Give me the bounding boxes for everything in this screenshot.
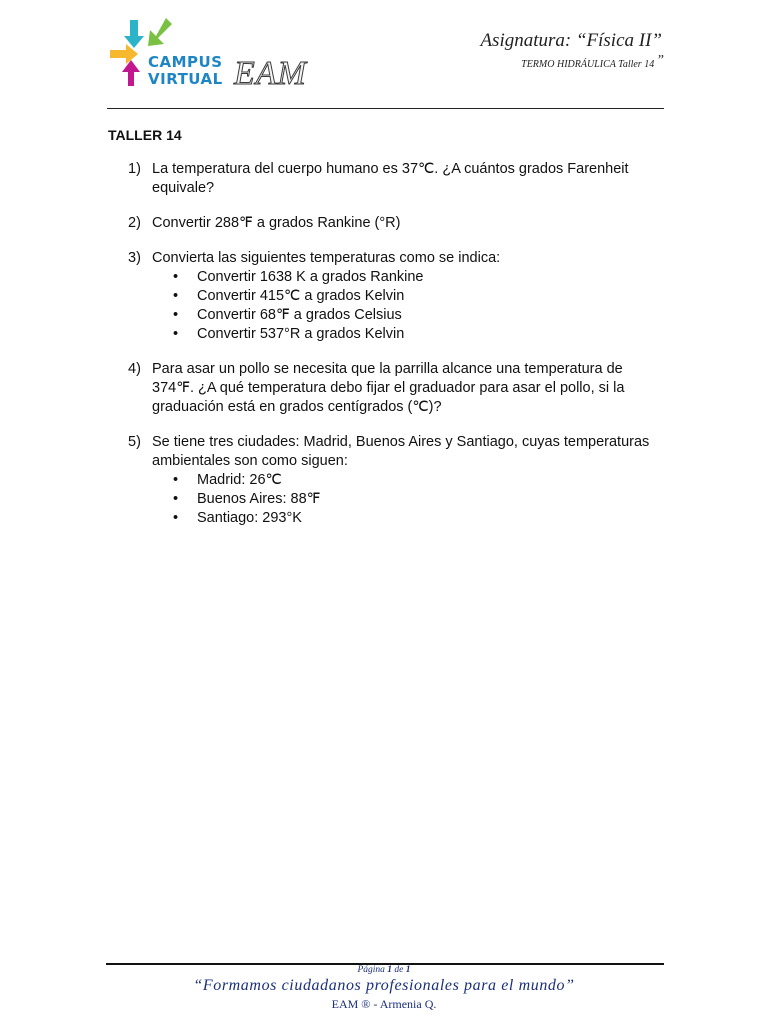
page-total: 1 [405, 965, 411, 975]
bullet-text: Madrid: 26℃ [197, 472, 282, 488]
question-item [108, 160, 668, 198]
bullet-dot-icon: • [173, 326, 179, 342]
question-text: Convierta las siguientes temperaturas como se indica: [152, 250, 501, 266]
course-subtitle [521, 53, 664, 72]
logo-eam-text: EAM [234, 55, 307, 92]
question-text: Se tiene tres ciudades: Madrid, Buenos Aires y Santiago, cuyas temperaturas ambientales son como siguen: [152, 434, 650, 469]
bullet-list [152, 471, 668, 528]
question-list [108, 160, 668, 528]
question-number: 4) [128, 361, 141, 377]
question-number: 2) [128, 215, 141, 231]
question-item [108, 214, 668, 233]
course-name: TERMO HIDRÁULICA Taller 14 [521, 59, 655, 70]
question-item [108, 360, 668, 417]
bullet-text: Convertir 415℃ a grados Kelvin [197, 288, 405, 304]
bullet-dot-icon: • [173, 307, 179, 323]
document-body [108, 126, 668, 544]
bullet-item [152, 490, 668, 509]
bullet-item [152, 325, 668, 344]
question-number: 1) [128, 161, 141, 177]
question-number: 3) [128, 250, 141, 266]
question-item [108, 433, 668, 528]
bullet-item [152, 471, 668, 490]
question-text: Convertir 288℉ a grados Rankine (°R) [152, 215, 401, 231]
footer-motto: “Formamos ciudadanos profesionales para el mundo” [193, 977, 575, 994]
bullet-item [152, 306, 668, 325]
bullet-text: Santiago: 293°K [197, 510, 302, 526]
campus-virtual-eam-logo [108, 16, 328, 96]
bullet-item [152, 509, 668, 528]
question-item [108, 249, 668, 344]
header-divider [107, 108, 664, 109]
bullet-text: Buenos Aires: 88℉ [197, 491, 321, 507]
subject-title: Asignatura: “Física II” [480, 30, 662, 51]
logo-campus-text: CAMPUS [148, 53, 223, 71]
page-current: 1 [387, 965, 393, 975]
bullet-text: Convertir 1638 K a grados Rankine [197, 269, 424, 285]
course-close-quote: ” [656, 53, 664, 68]
question-number: 5) [128, 434, 141, 450]
page-number-middle: de [392, 965, 406, 975]
bullet-item [152, 287, 668, 306]
bullet-dot-icon: • [173, 510, 179, 526]
bullet-list [152, 268, 668, 344]
page-number [0, 965, 768, 975]
page-number-prefix: Página [357, 965, 388, 975]
bullet-dot-icon: • [173, 288, 179, 304]
question-text: La temperatura del cuerpo humano es 37℃. ¿A cuántos grados Farenheit equivale? [152, 161, 629, 196]
bullet-item [152, 268, 668, 287]
document-title: TALLER 14 [108, 127, 182, 143]
page-header [0, 0, 768, 112]
footer-institution: EAM ® - Armenia Q. [331, 997, 437, 1011]
bullet-text: Convertir 68℉ a grados Celsius [197, 307, 402, 323]
question-text: Para asar un pollo se necesita que la parrilla alcance una temperatura de 374℉. ¿A qué temperatura debo fijar el graduador para asar el pollo, si la graduación está en grados centígrados (℃)? [152, 361, 625, 415]
bullet-text: Convertir 537°R a grados Kelvin [197, 326, 405, 342]
logo-virtual-text: VIRTUAL [148, 70, 223, 88]
bullet-dot-icon: • [173, 491, 179, 507]
bullet-dot-icon: • [173, 472, 179, 488]
bullet-dot-icon: • [173, 269, 179, 285]
